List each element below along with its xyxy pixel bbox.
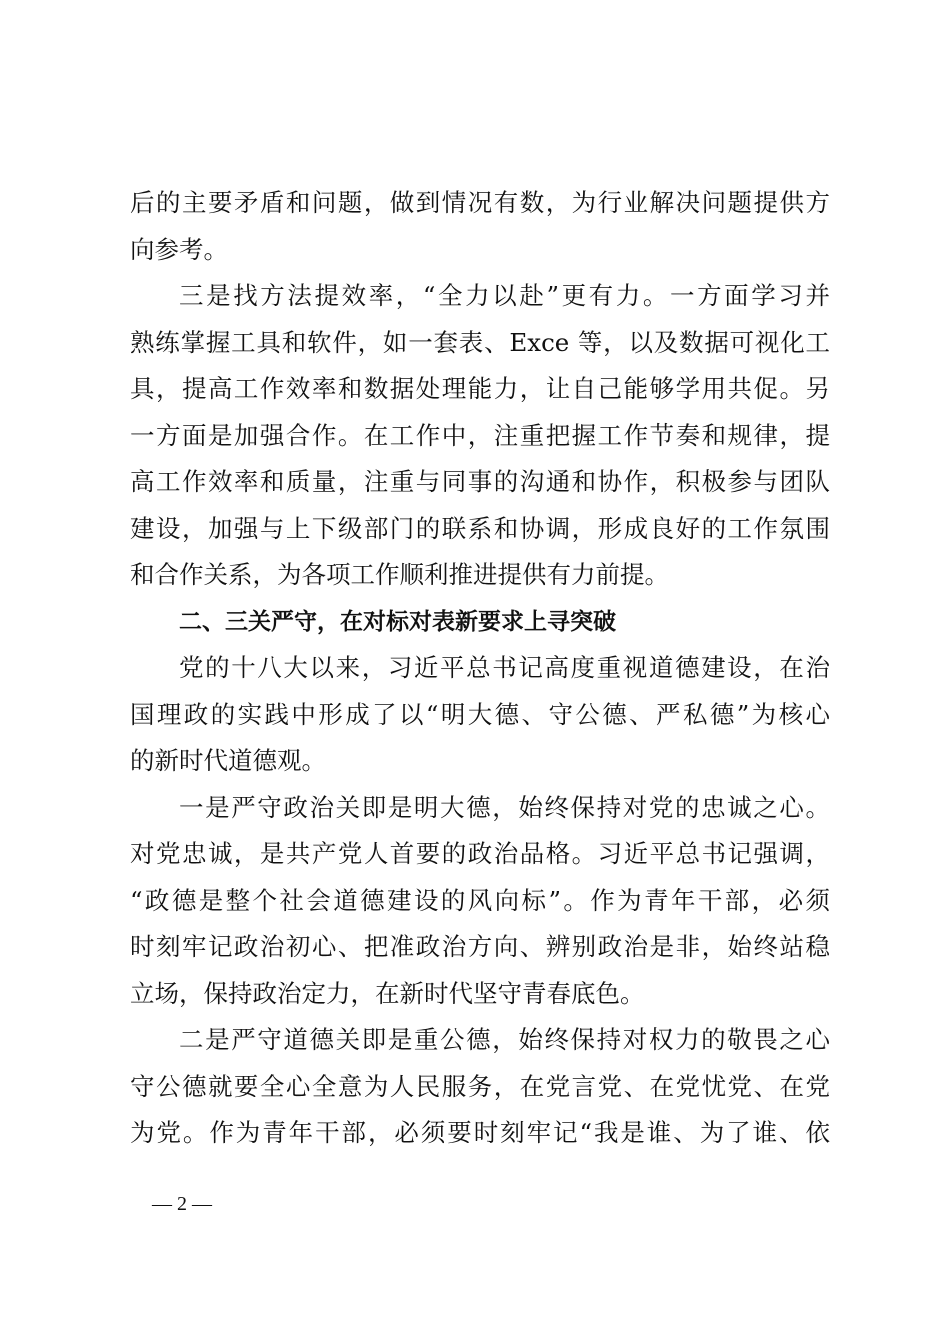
text-line: 建设，加强与上下级部门的联系和协调，形成良好的工作氛围	[130, 513, 830, 543]
text-line: 一是严守政治关即是明大德，始终保持对党的忠诚之心。	[179, 792, 830, 822]
text-line: 一方面是加强合作。在工作中，注重把握工作节奏和规律，提	[130, 420, 830, 450]
text-line: 的新时代道德观。	[130, 746, 326, 775]
text-line: 三是找方法提效率，“全力以赴”更有力。一方面学习并	[179, 281, 830, 310]
text-line: 二是严守道德关即是重公德，始终保持对权力的敬畏之心	[179, 1025, 830, 1054]
text-line: 为党。作为青年干部，必须要时刻牢记“我是谁、为了谁、依	[130, 1118, 830, 1147]
section-heading: 二、三关严守，在对标对表新要求上寻突破	[179, 608, 616, 635]
text-line: “政德是整个社会道德建设的风向标”。作为青年干部，必须	[130, 885, 830, 915]
text-line: 和合作关系，为各项工作顺利推进提供有力前提。	[130, 560, 669, 589]
text-line: 党的十八大以来，习近平总书记高度重视道德建设，在治	[179, 653, 830, 682]
text-line: 熟练掌握工具和软件，如一套表、Exce 等，以及数据可视化工	[130, 327, 830, 357]
text-line: 高工作效率和质量，注重与同事的沟通和协作，积极参与团队	[130, 467, 830, 496]
document-body	[130, 180, 830, 1157]
text-line: 对党忠诚，是共产党人首要的政治品格。习近平总书记强调，	[130, 839, 830, 868]
text-line: 守公德就要全心全意为人民服务，在党言党、在党忧党、在党	[130, 1071, 830, 1101]
text-line: 具，提高工作效率和数据处理能力，让自己能够学用共促。另	[130, 374, 830, 403]
page-number: — 2 —	[152, 1193, 212, 1215]
text-line: 时刻牢记政治初心、把准政治方向、辨别政治是非，始终站稳	[130, 932, 830, 961]
text-line: 向参考。	[130, 234, 228, 264]
text-line: 后的主要矛盾和问题，做到情况有数，为行业解决问题提供方	[130, 188, 830, 217]
text-line: 国理政的实践中形成了以“明大德、守公德、严私德”为核心	[130, 699, 830, 729]
text-line: 立场，保持政治定力，在新时代坚守青春底色。	[130, 978, 645, 1008]
